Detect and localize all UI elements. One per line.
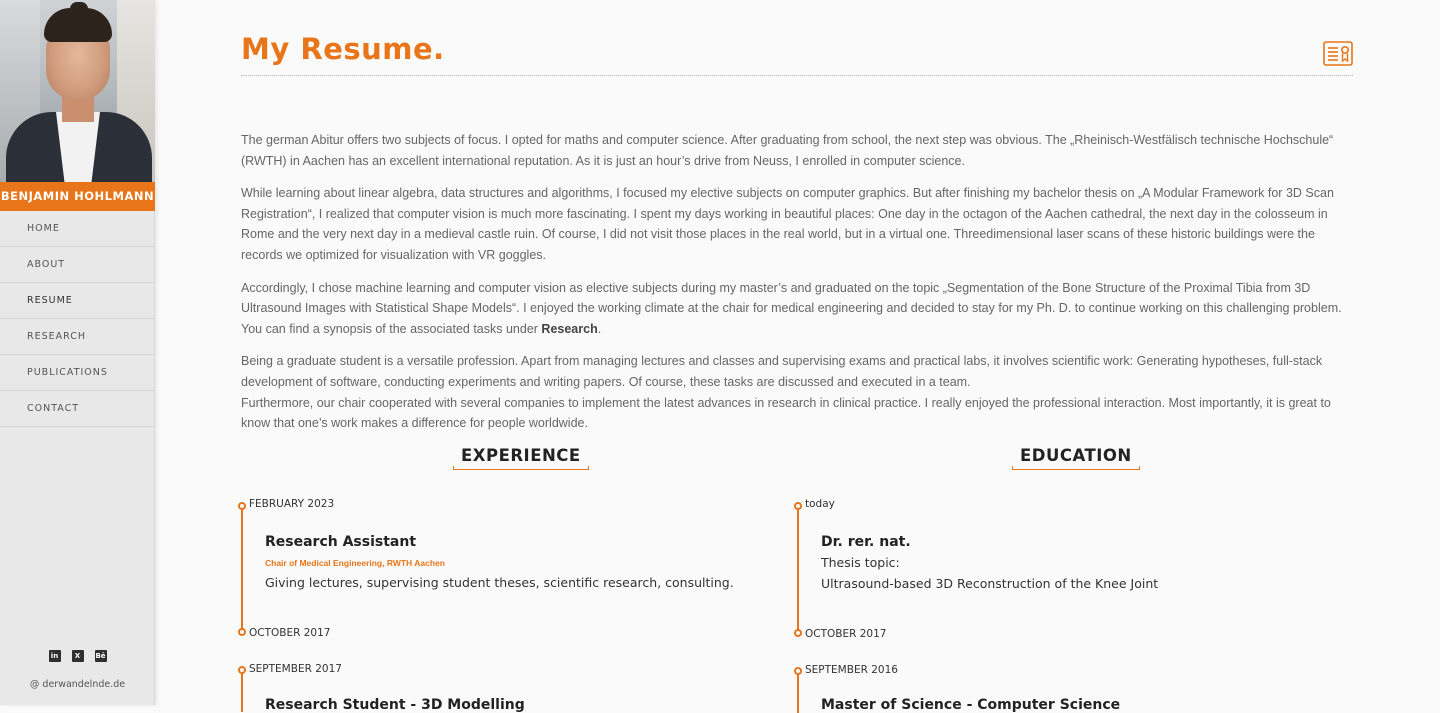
main-nav: [0, 211, 155, 427]
timeline-end-date: SEPTEMBER 2016: [805, 664, 898, 676]
nav-item-research[interactable]: RESEARCH: [0, 319, 155, 355]
nav-item-about[interactable]: ABOUT: [0, 247, 155, 283]
timeline-dot: [794, 667, 802, 675]
timeline-desc: Thesis topic:: [821, 555, 900, 570]
sidebar: [0, 0, 155, 705]
timeline-dot: [794, 629, 802, 637]
nav-item-resume[interactable]: RESUME: [0, 283, 155, 319]
timeline-end-date: today: [805, 498, 835, 510]
profile-name: BENJAMIN HOHLMANN: [0, 182, 155, 211]
experience-heading: [461, 446, 581, 465]
heading-underline: [453, 466, 589, 470]
social-links: [0, 650, 155, 662]
timeline-desc: Giving lectures, supervising student theses, scientific research, consulting.: [265, 575, 734, 590]
intro-paragraph: While learning about linear algebra, data structures and algorithms, I focused my elective subjects on computer graphics. But after finishing my bachelor thesis on „A Modular Framework for 3D Scan Registration“, I realized that computer vision is much more fascinating. I spent my days working in beautiful places: One day in the octagon of the Aachen cathedral, the next day in the colosseum in Rome and the very next day in a medieval castle ruin. Of course, I did not visit those places in the real world, but in a virtual one. Threedimensional laser scans of these historic buildings were the records we optimized for visualization with VR goggles.: [241, 186, 1334, 262]
heading-underline: [1012, 466, 1140, 470]
education-heading-label: EDUCATION: [1020, 446, 1132, 465]
paragraph-text: Furthermore, our chair cooperated with several companies to implement the latest advances in research in clinical practice. I really enjoyed the professional interaction. Most importantly, it is great to know that one’s work makes a difference for people worldwide.: [241, 395, 1331, 431]
timeline-dot: [238, 666, 246, 674]
timeline-line: [241, 507, 243, 631]
intro-paragraph: [241, 278, 1355, 340]
intro-paragraph: The german Abitur offers two subjects of focus. I opted for maths and computer science. After graduating from school, the next step was obvious. The „Rheinisch-Westfälisch technische Hochschule“ (RWTH) in Aachen has an excellent international reputation. As it is just an hour’s drive from Neuss, I enrolled in computer science.: [241, 133, 1334, 168]
page-title: My Resume.: [241, 32, 445, 66]
resume-intro: [241, 130, 1355, 446]
timeline-end-date: SEPTEMBER 2017: [249, 663, 342, 675]
nav-item-publications[interactable]: PUBLICATIONS: [0, 355, 155, 391]
timeline-role: Master of Science - Computer Science: [821, 697, 1121, 713]
intro-paragraph: [241, 351, 1355, 433]
timeline-desc: Ultrasound-based 3D Reconstruction of the Knee Joint: [821, 576, 1159, 591]
timeline-dot: [238, 502, 246, 510]
timeline-role: Dr. rer. nat.: [821, 534, 911, 550]
xing-icon[interactable]: X: [72, 650, 84, 662]
site-link[interactable]: @ derwandelnde.de: [29, 679, 126, 690]
linkedin-icon[interactable]: in: [49, 650, 61, 662]
research-link[interactable]: Research: [541, 321, 598, 336]
timeline-dot: [794, 502, 802, 510]
timeline-start-date: OCTOBER 2017: [249, 627, 331, 639]
timeline-end-date: FEBRUARY 2023: [249, 498, 335, 510]
nav-item-home[interactable]: HOME: [0, 211, 155, 247]
behance-icon[interactable]: Bē: [95, 652, 106, 660]
timeline-role: Research Assistant: [265, 534, 417, 550]
education-heading: [1020, 446, 1132, 465]
timeline-dot: [238, 628, 246, 636]
experience-heading-label: EXPERIENCE: [461, 446, 581, 465]
timeline-line: [797, 507, 799, 631]
resume-icon: [1323, 41, 1353, 71]
paragraph-text: Being a graduate student is a versatile profession. Apart from managing lectures and classes and supervising exams and practical labs, it involves scientific work: Generating hypotheses, full-stack development of software, conducting experiments and writing papers. Of course, these tasks are discussed and executed in a team.: [241, 354, 1323, 389]
profile-photo: [0, 0, 155, 182]
timeline-line: [241, 672, 243, 712]
paragraph-text: Accordingly, I chose machine learning and computer vision as elective subjects during my master’s and graduated on the topic „Segmentation of the Bone Structure of the Proximal Tibia from 3D Ultrasound Images with Statistical Shape Models“. I enjoyed the working climate at the chair for medical engineering and decided to stay for my Ph. D. to continue working on this challenging problem. You can find a synopsis of the associated tasks under: [241, 280, 1342, 336]
timeline-line: [797, 673, 799, 713]
timeline-org[interactable]: Chair of Medical Engineering, RWTH Aachen: [265, 558, 445, 568]
nav-item-contact[interactable]: CONTACT: [0, 391, 155, 427]
title-divider: [241, 75, 1353, 76]
timeline-start-date: OCTOBER 2017: [805, 628, 887, 640]
paragraph-text: .: [597, 321, 602, 336]
timeline-role: Research Student - 3D Modelling: [265, 697, 525, 713]
